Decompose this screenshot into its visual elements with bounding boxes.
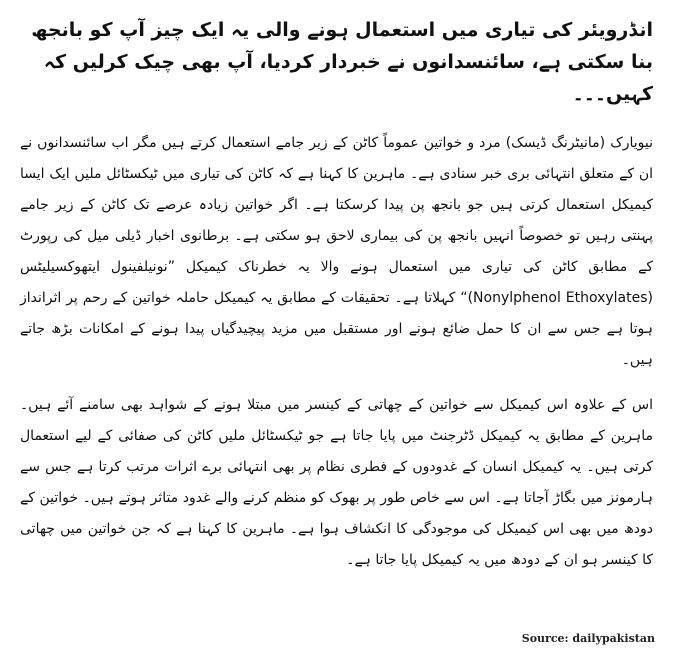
article-headline: انڈرویئر کی تیاری میں استعمال ہونے والی یہ ایک چیز آپ کو بانجھ بنا سکتی ہے، سائنسدانوں نے خبردار کردیا، آپ بھی چیک کرلیں کہ کہیں۔۔۔ (31, 19, 653, 105)
article-paragraph-1: نیویارک (مانیٹرنگ ڈیسک) مرد و خواتین عموماً کاٹن کے زیر جامے استعمال کرتے ہیں مگر اب سائنسدانوں نے ان کے متعلق انتہائی بری خبر سنادی ہے۔ ماہرین کا کہنا ہے کہ کاٹن کی تیاری میں ٹیکسٹائل ملیں ایک ایسا کیمیکل استعمال کرتی ہیں جو بانجھ پن پیدا کرسکتا ہے۔ اگر خواتین زیادہ عرصے تک کاٹن کے زیر جامے پہنتی رہیں تو خصوصاً انہیں بانجھ پن کی بیماری لاحق ہو سکتی ہے۔ برطانوی اخبار ڈیلی میل کی رپورٹ کے مطابق کاٹن کی تیاری میں استعمال ہونے والا یہ خطرناک کیمیکل ”نونیلفینول ایتھوکسیلیٹس (Nonylphenol Ethoxylates)“ کہلاتا ہے۔ تحقیقات کے مطابق یہ کیمیکل حاملہ خواتین کے رحم پر اثرانداز ہوتا ہے جس سے ان کا حمل ضائع ہونے اور مستقبل میں مزید پیچیدگیاں پیدا ہونے کے امکانات بڑھ جاتے ہیں۔ (20, 135, 653, 368)
source-credit: Source: dailypakistan (521, 632, 655, 645)
article-paragraph-2: اس کے علاوہ اس کیمیکل سے خواتین کے چھاتی کے کینسر میں مبتلا ہونے کے شواہد بھی سامنے آئے ہیں۔ ماہرین کے مطابق یہ کیمیکل ڈٹرجنٹ میں پایا جاتا ہے جو ٹیکسٹائل ملیں کاٹن کی صفائی کے لیے استعمال کرتی ہیں۔ یہ کیمیکل انسان کے غدودوں کے فطری نظام پر بھی انتہائی برے اثرات مرتب کرتا ہے جس سے ہارمونز میں بگاڑ آجاتا ہے۔ اس سے خاص طور پر بھوک کو منظم کرنے والے غدود متاثر ہوتے ہیں۔ خواتین کے دودھ میں بھی اس کیمیکل کی موجودگی کا انکشاف ہوا ہے۔ ماہرین کا کہنا ہے کہ جن خواتین میں چھاتی کا کینسر ہو ان کے دودھ میں یہ کیمیکل پایا جاتا ہے۔ (20, 397, 653, 568)
